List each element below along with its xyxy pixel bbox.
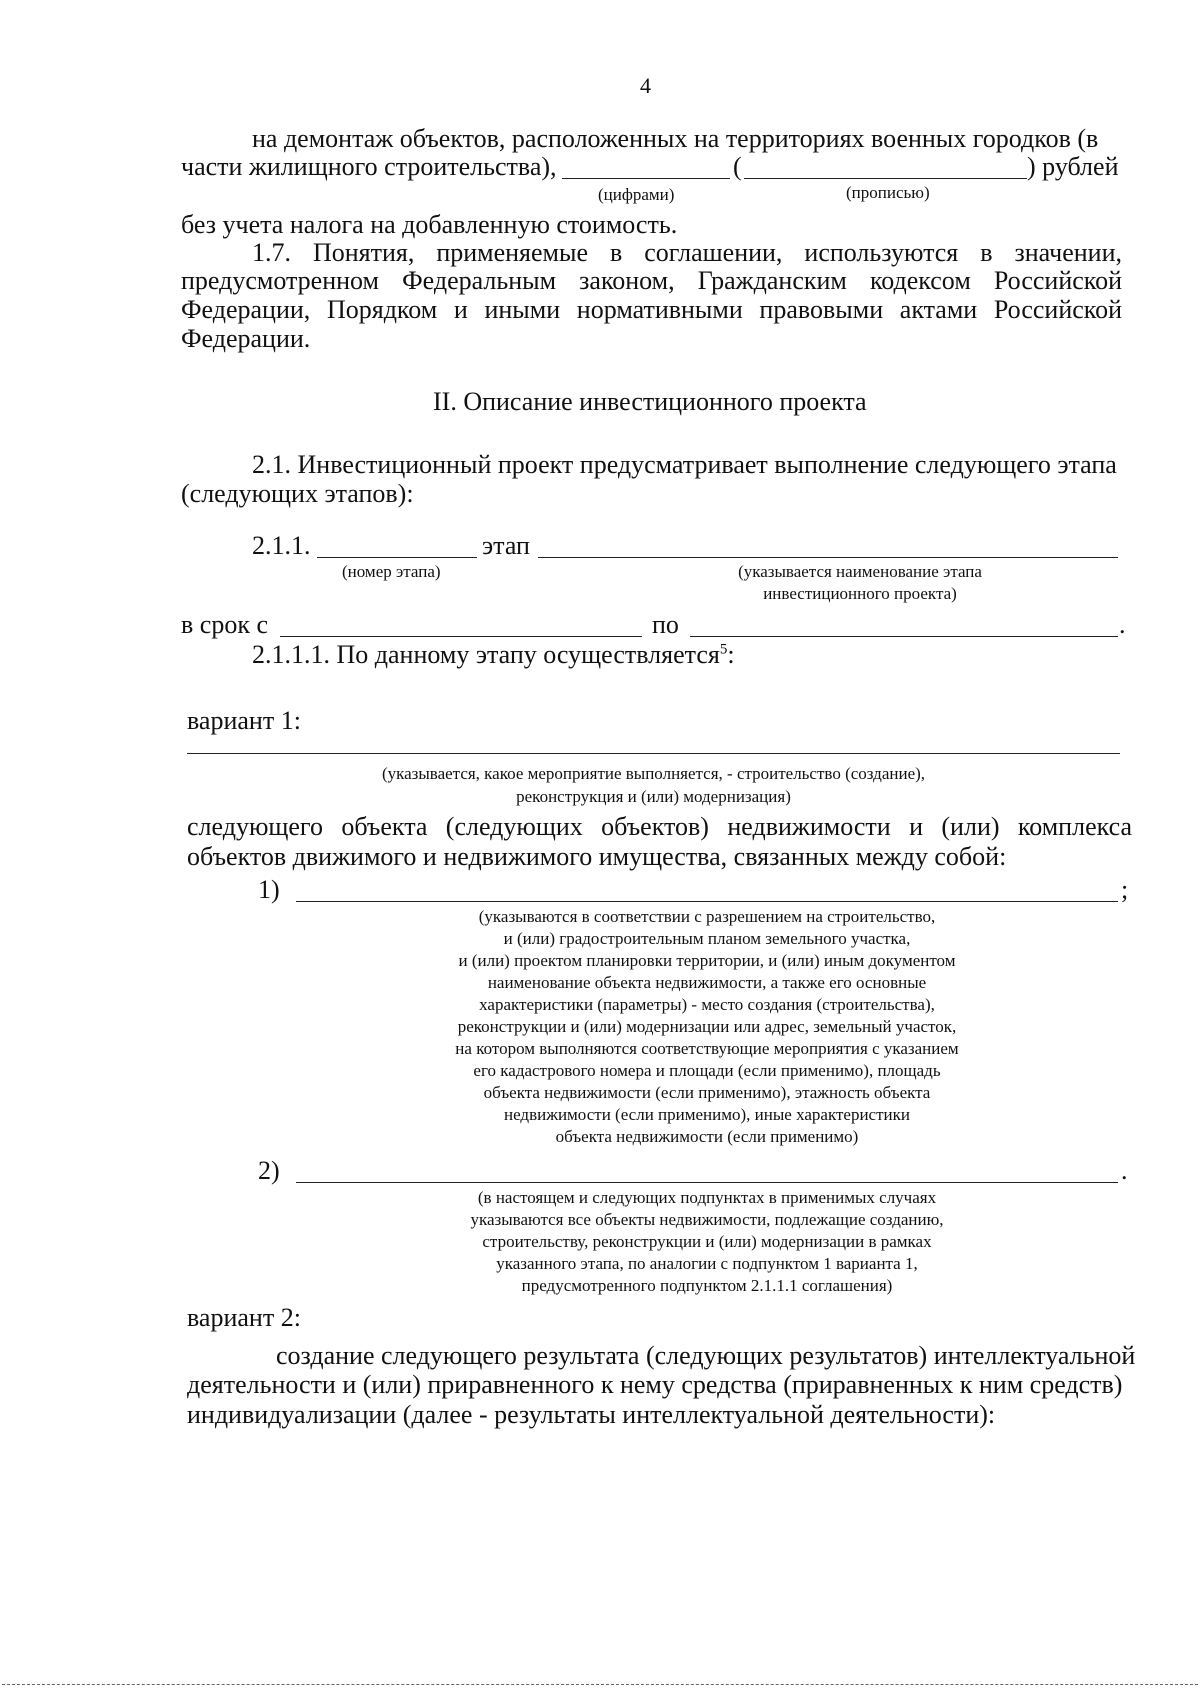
p17-line4: Федерации. bbox=[181, 324, 311, 353]
p1-line2-start: части жилищного строительства), bbox=[181, 152, 557, 181]
hint-stage-name-2: инвестиционного проекта) bbox=[763, 584, 957, 603]
variant2-label: вариант 2: bbox=[187, 1303, 301, 1332]
item2-hint bbox=[296, 1187, 1118, 1297]
p1-line1: на демонтаж объектов, расположенных на территориях военных городков (в bbox=[252, 124, 1099, 153]
p17-line3: Федерации, Порядком и иными нормативными правовыми актами Российской bbox=[181, 295, 1122, 324]
variant1-line2: объектов движимого и недвижимого имущества, связанных между собой: bbox=[187, 842, 1007, 871]
p2111-line bbox=[252, 640, 735, 670]
item2-number: 2) bbox=[258, 1156, 280, 1185]
amount-digits-blank bbox=[562, 178, 730, 179]
item2-blank bbox=[296, 1182, 1118, 1183]
term-from-label: в срок с bbox=[181, 610, 268, 639]
page-number: 4 bbox=[640, 73, 651, 98]
hint-digits: (цифрами) bbox=[598, 185, 675, 204]
item1-hint-line: недвижимости (если применимо), иные характеристики bbox=[504, 1105, 910, 1124]
item2-end: . bbox=[1121, 1156, 1128, 1185]
item1-blank bbox=[296, 901, 1118, 902]
item1-end: ; bbox=[1121, 875, 1129, 904]
stage-number-blank bbox=[317, 557, 477, 558]
stage-name-blank bbox=[538, 557, 1118, 558]
amount-words-blank bbox=[744, 178, 1027, 179]
term-to-label: по bbox=[652, 610, 679, 639]
term-to-blank bbox=[690, 636, 1118, 637]
hint-stage-number: (номер этапа) bbox=[342, 562, 441, 581]
variant2-line3: индивидуализации (далее - результаты интеллектуальной деятельности): bbox=[187, 1400, 996, 1429]
variant1-hint-2: реконструкция и (или) модернизация) bbox=[516, 787, 791, 806]
item1-hint-line: и (или) градостроительным планом земельного участка, bbox=[503, 929, 911, 948]
item1-hint-line: характеристики (параметры) - место создания (строительства), bbox=[479, 995, 935, 1014]
p2111-colon: : bbox=[727, 640, 735, 669]
variant1-line1: следующего объекта (следующих объектов) недвижимости и (или) комплекса bbox=[187, 812, 1132, 841]
p1-line2-end: ) рублей bbox=[1027, 152, 1119, 181]
p17-line2: предусмотренном Федеральным законом, Гражданским кодексом Российской bbox=[181, 266, 1122, 295]
variant2-line2: деятельности и (или) приравненного к нему средства (приравненных к ним средств) bbox=[187, 1370, 1123, 1399]
item1-hint-line: объекта недвижимости (если применимо), этажность объекта bbox=[483, 1083, 931, 1102]
item1-hint-line: реконструкции и (или) модернизации или адрес, земельный участок, bbox=[457, 1017, 957, 1036]
footnote-ref: 5 bbox=[719, 641, 728, 658]
item2-hint-line: предусмотренного подпунктом 2.1.1.1 соглашения) bbox=[521, 1276, 893, 1295]
hint-words: (прописью) bbox=[846, 183, 930, 202]
item1-number: 1) bbox=[258, 875, 280, 904]
variant1-action-blank bbox=[187, 753, 1120, 754]
item2-hint-line: строительству, реконструкции и (или) модернизации в рамках bbox=[482, 1232, 932, 1251]
stage-word: этап bbox=[482, 531, 530, 560]
item1-hint-line: объекта недвижимости (если применимо) bbox=[555, 1127, 859, 1146]
variant2-line1: создание следующего результата (следующих результатов) интеллектуальной bbox=[276, 1341, 1136, 1370]
item2-hint-line: указываются все объекты недвижимости, подлежащие созданию, bbox=[470, 1210, 944, 1229]
item1-hint-line: наименование объекта недвижимости, а также его основные bbox=[487, 973, 927, 992]
section-title: II. Описание инвестиционного проекта bbox=[433, 387, 867, 416]
paren-open: ( bbox=[733, 152, 742, 181]
item2-hint-line: (в настоящем и следующих подпунктах в применимых случаях bbox=[477, 1188, 937, 1207]
item1-hint bbox=[296, 906, 1118, 1148]
variant1-label: вариант 1: bbox=[187, 706, 301, 735]
p21-line2: (следующих этапов): bbox=[181, 479, 414, 508]
item1-hint-line: его кадастрового номера и площади (если применимо), площадь bbox=[473, 1061, 941, 1080]
item1-hint-line: (указываются в соответствии с разрешением на строительство, bbox=[478, 907, 936, 926]
p17-line1: 1.7. Понятия, применяемые в соглашении, используются в значении, bbox=[252, 238, 1122, 267]
p1-line3: без учета налога на добавленную стоимость. bbox=[181, 210, 678, 239]
item1-hint-line: и (или) проектом планировки территории, и (или) иным документом bbox=[458, 951, 956, 970]
term-end: . bbox=[1119, 610, 1126, 639]
scan-bottom-edge bbox=[2, 1684, 1198, 1685]
item2-hint-line: указанного этапа, по аналогии с подпунктом 1 варианта 1, bbox=[496, 1254, 918, 1273]
p2111-text: 2.1.1.1. По данному этапу осуществляется bbox=[252, 640, 720, 669]
p211-label: 2.1.1. bbox=[252, 531, 311, 560]
p21-line1: 2.1. Инвестиционный проект предусматривает выполнение следующего этапа bbox=[252, 450, 1117, 479]
item1-hint-line: на котором выполняются соответствующие мероприятия с указанием bbox=[455, 1039, 959, 1058]
term-from-blank bbox=[280, 636, 642, 637]
hint-stage-name-1: (указывается наименование этапа bbox=[738, 562, 982, 581]
variant1-hint-1: (указывается, какое мероприятие выполняется, - строительство (создание), bbox=[381, 764, 926, 783]
